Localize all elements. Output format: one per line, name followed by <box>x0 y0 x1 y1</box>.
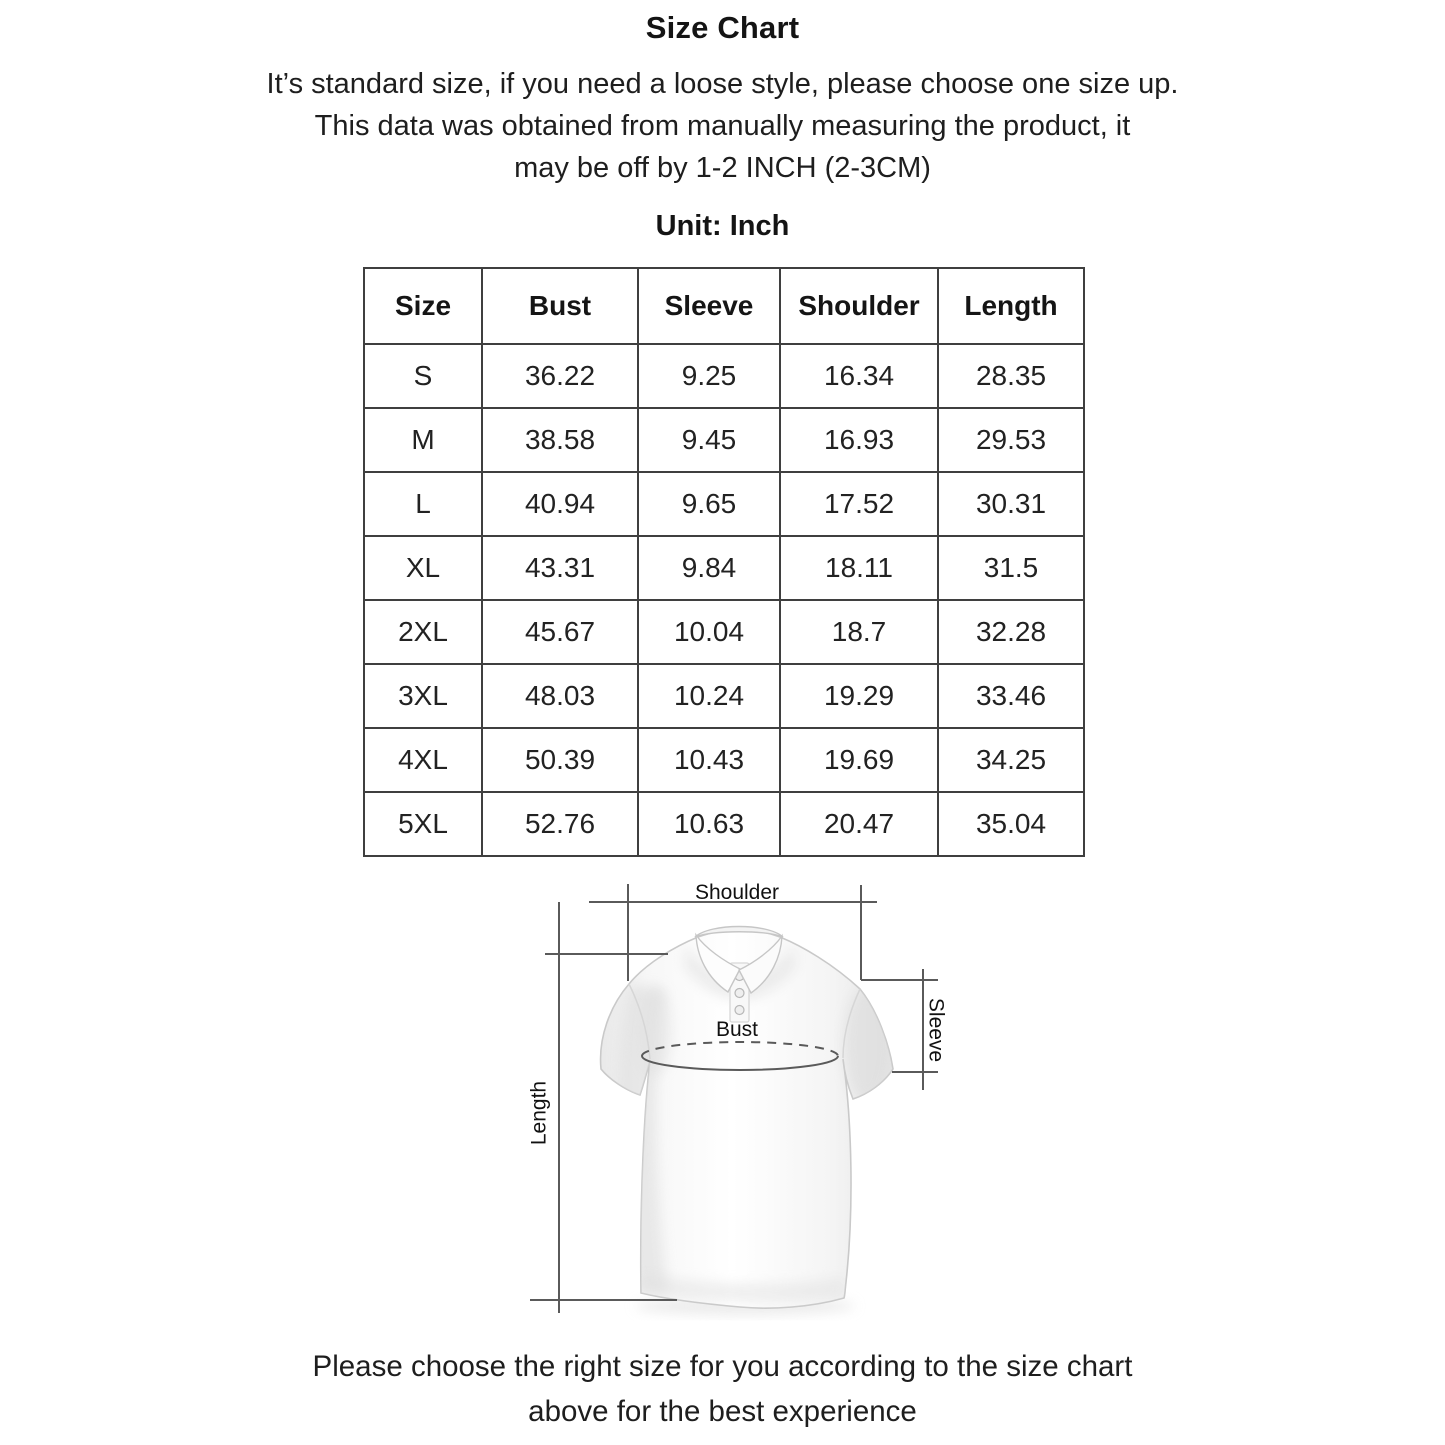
measurement-cell: 20.47 <box>780 792 938 856</box>
measurement-cell: 17.52 <box>780 472 938 536</box>
size-table-body <box>364 344 1084 856</box>
button <box>735 989 744 998</box>
shirt-illustration <box>601 927 893 1309</box>
measurement-cell: 34.25 <box>938 728 1084 792</box>
measurement-cell: 43.31 <box>482 536 638 600</box>
measurement-cell: 19.29 <box>780 664 938 728</box>
size-cell: L <box>364 472 482 536</box>
measurement-cell: 52.76 <box>482 792 638 856</box>
measurement-cell: 9.45 <box>638 408 780 472</box>
subtitle-line: This data was obtained from manually measuring the product, it <box>314 110 1131 142</box>
table-row <box>364 728 1084 792</box>
measurement-cell: 45.67 <box>482 600 638 664</box>
measurement-cell: 36.22 <box>482 344 638 408</box>
button <box>735 1006 744 1015</box>
measurement-cell: 32.28 <box>938 600 1084 664</box>
measurement-cell: 10.04 <box>638 600 780 664</box>
measurement-cell: 16.93 <box>780 408 938 472</box>
measurement-cell: 38.58 <box>482 408 638 472</box>
footer-note <box>0 1344 1445 1434</box>
measurement-cell: 16.34 <box>780 344 938 408</box>
measurement-cell: 19.69 <box>780 728 938 792</box>
size-cell: XL <box>364 536 482 600</box>
measurement-cell: 40.94 <box>482 472 638 536</box>
table-row <box>364 344 1084 408</box>
column-header: Sleeve <box>638 268 780 344</box>
unit-label: Unit: Inch <box>655 210 790 242</box>
size-cell: 3XL <box>364 664 482 728</box>
measurement-cell: 10.24 <box>638 664 780 728</box>
measurement-cell: 10.43 <box>638 728 780 792</box>
length-label: Length <box>527 1080 551 1146</box>
table-row <box>364 600 1084 664</box>
subtitle-line: It’s standard size, if you need a loose style, please choose one size up. <box>266 68 1179 100</box>
measurement-cell: 9.65 <box>638 472 780 536</box>
column-header: Shoulder <box>780 268 938 344</box>
column-header: Length <box>938 268 1084 344</box>
measurement-cell: 30.31 <box>938 472 1084 536</box>
shoulder-label: Shoulder <box>694 881 780 904</box>
column-header: Bust <box>482 268 638 344</box>
table-row <box>364 792 1084 856</box>
table-row <box>364 408 1084 472</box>
measurement-cell: 18.11 <box>780 536 938 600</box>
bust-label: Bust <box>715 1018 759 1041</box>
size-cell: 4XL <box>364 728 482 792</box>
measurement-cell: 9.25 <box>638 344 780 408</box>
table-row <box>364 664 1084 728</box>
measurement-cell: 35.04 <box>938 792 1084 856</box>
size-cell: M <box>364 408 482 472</box>
footer-line: above for the best experience <box>528 1395 917 1428</box>
size-cell: 5XL <box>364 792 482 856</box>
measurement-cell: 31.5 <box>938 536 1084 600</box>
page-title: Size Chart <box>645 10 800 45</box>
table-row <box>364 472 1084 536</box>
size-cell: 2XL <box>364 600 482 664</box>
sleeve-label: Sleeve <box>924 997 948 1063</box>
size-table <box>363 267 1085 857</box>
measurement-cell: 29.53 <box>938 408 1084 472</box>
measurement-cell: 9.84 <box>638 536 780 600</box>
column-header: Size <box>364 268 482 344</box>
subtitle <box>0 63 1445 189</box>
measurement-cell: 10.63 <box>638 792 780 856</box>
size-table-wrap <box>363 267 1085 857</box>
measurement-cell: 50.39 <box>482 728 638 792</box>
shirt-measurement-diagram <box>500 862 980 1330</box>
measurement-cell: 48.03 <box>482 664 638 728</box>
footer-line: Please choose the right size for you according to the size chart <box>312 1350 1133 1383</box>
size-table-header-row <box>364 268 1084 344</box>
measurement-cell: 33.46 <box>938 664 1084 728</box>
subtitle-line: may be off by 1-2 INCH (2-3CM) <box>514 152 931 184</box>
size-cell: S <box>364 344 482 408</box>
table-row <box>364 536 1084 600</box>
measurement-cell: 28.35 <box>938 344 1084 408</box>
measurement-cell: 18.7 <box>780 600 938 664</box>
